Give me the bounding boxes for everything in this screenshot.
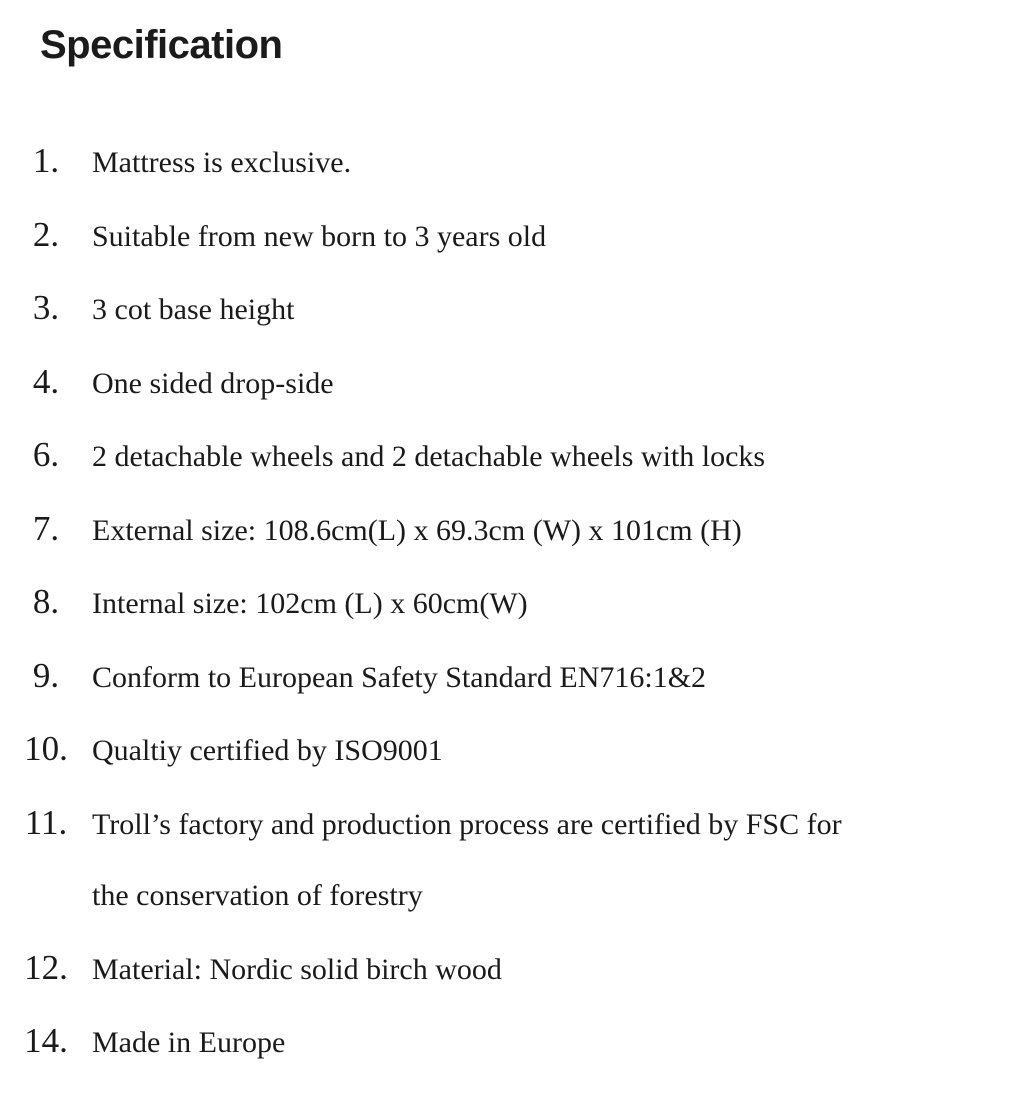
list-item-line: Conform to European Safety Standard EN716:1&2 <box>92 660 707 694</box>
list-item-text <box>92 495 1035 567</box>
list-item-line: Suitable from new born to 3 years old <box>92 219 547 253</box>
list-item-text <box>92 201 1035 273</box>
list-item-number: 11. <box>24 802 68 842</box>
list-item <box>0 787 1035 932</box>
list-item <box>0 1005 1035 1079</box>
list-item-text <box>92 1007 1035 1079</box>
list-item-line: Troll’s factory and production process are certified by FSC for <box>92 807 842 841</box>
list-item-line: Made in Europe <box>92 1026 286 1059</box>
list-item-text <box>92 274 1035 346</box>
list-item-line: One sided drop-side <box>92 366 334 400</box>
list-item-number: 2. <box>32 214 60 254</box>
list-item <box>0 199 1035 273</box>
list-item <box>0 640 1035 714</box>
list-item <box>0 346 1035 420</box>
list-item-line: 2 detachable wheels and 2 detachable wheels with locks <box>92 440 766 473</box>
list-item-number: 10. <box>24 729 68 768</box>
list-item <box>0 493 1035 567</box>
list-item-number: 12. <box>24 947 68 987</box>
list-item-line: Qualtiy certified by ISO9001 <box>92 734 443 767</box>
list-item-line: Mattress is exclusive. <box>92 146 352 179</box>
list-item-text <box>92 789 1035 932</box>
list-item-text <box>92 348 1035 420</box>
list-item-text <box>92 934 1035 1006</box>
list-item-number: 3. <box>32 288 60 327</box>
list-item-number: 1. <box>32 141 60 180</box>
list-item-number: 8. <box>32 582 60 621</box>
list-item <box>0 272 1035 346</box>
list-item-text <box>92 642 1035 714</box>
list-item-text <box>92 127 1035 199</box>
list-item-line: External size: 108.6cm(L) x 69.3cm (W) x 101cm (H) <box>92 513 742 547</box>
list-item-number: 7. <box>32 508 60 548</box>
list-item-number: 6. <box>32 435 60 474</box>
list-item <box>0 713 1035 787</box>
list-item <box>0 932 1035 1006</box>
list-item-number: 9. <box>32 655 60 695</box>
spec-list <box>0 125 1035 1079</box>
list-item-text <box>92 715 1035 787</box>
list-item-line: the conservation of forestry <box>92 879 423 912</box>
list-item-line: 3 cot base height <box>92 293 295 326</box>
list-item <box>0 419 1035 493</box>
list-item-text <box>92 568 1035 640</box>
page-title: Specification <box>40 23 283 67</box>
list-item-text <box>92 421 1035 493</box>
list-item <box>0 125 1035 199</box>
list-item-number: 14. <box>24 1021 68 1060</box>
list-item-number: 4. <box>32 361 60 401</box>
list-item-line: Internal size: 102cm (L) x 60cm(W) <box>92 587 528 620</box>
list-item <box>0 566 1035 640</box>
list-item-line: Material: Nordic solid birch wood <box>92 952 502 986</box>
